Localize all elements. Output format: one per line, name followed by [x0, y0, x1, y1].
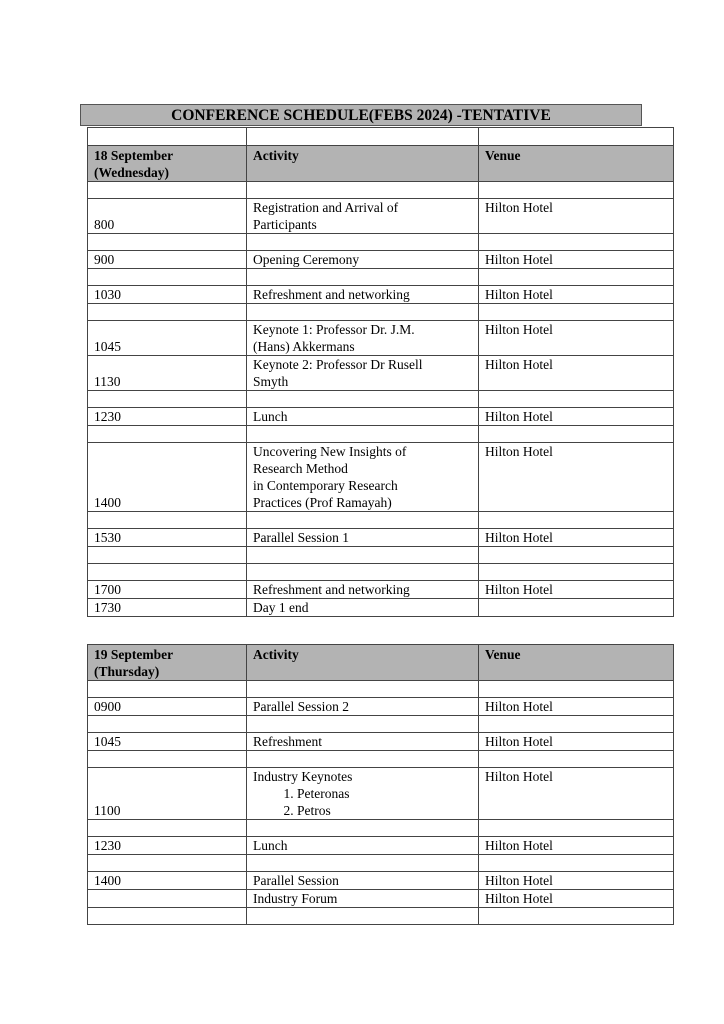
activity-cell [247, 199, 479, 234]
keynote-list [253, 785, 473, 819]
table-row [88, 426, 674, 443]
activity-cell [247, 599, 479, 617]
activity-line: Participants [253, 217, 317, 232]
venue-cell [479, 426, 674, 443]
venue-cell [479, 269, 674, 286]
page-title: CONFERENCE SCHEDULE(FEBS 2024) -TENTATIVE [80, 104, 642, 126]
venue-cell: Hilton Hotel [479, 529, 674, 547]
activity-cell [247, 855, 479, 872]
activity-line: Industry Keynotes [253, 769, 353, 784]
venue-cell [479, 681, 674, 698]
table-row [88, 733, 674, 751]
time-cell [88, 512, 247, 529]
venue-cell [479, 512, 674, 529]
table-row [88, 872, 674, 890]
table-row [88, 321, 674, 356]
schedule-table-day1 [87, 145, 637, 617]
table-header-row [88, 645, 674, 681]
venue-cell: Hilton Hotel [479, 356, 674, 391]
table-row [88, 391, 674, 408]
table-row [88, 251, 674, 269]
activity-cell [247, 182, 479, 199]
table-row [88, 182, 674, 199]
activity-line: Lunch [253, 409, 288, 424]
activity-line: Refreshment and networking [253, 287, 410, 302]
venue-cell [479, 820, 674, 837]
time-cell: 900 [88, 251, 247, 269]
time-cell [88, 182, 247, 199]
activity-line: Lunch [253, 838, 288, 853]
table-row [88, 529, 674, 547]
activity-cell [247, 234, 479, 251]
activity-cell [247, 908, 479, 925]
table-row [88, 564, 674, 581]
activity-cell [247, 890, 479, 908]
venue-cell: Hilton Hotel [479, 698, 674, 716]
activity-cell [247, 751, 479, 768]
activity-header: Activity [247, 645, 479, 681]
venue-cell [479, 547, 674, 564]
activity-line: Smyth [253, 374, 289, 389]
activity-cell [247, 581, 479, 599]
time-cell: 1100 [88, 768, 247, 820]
table-row [88, 356, 674, 391]
time-cell: 1230 [88, 408, 247, 426]
venue-cell [479, 908, 674, 925]
activity-line: Research Method [253, 461, 348, 476]
venue-cell: Hilton Hotel [479, 837, 674, 855]
time-cell: 1530 [88, 529, 247, 547]
venue-cell: Hilton Hotel [479, 251, 674, 269]
time-cell [88, 269, 247, 286]
table-row [88, 304, 674, 321]
table-row [88, 443, 674, 512]
activity-cell [247, 564, 479, 581]
activity-line: Registration and Arrival of [253, 200, 399, 215]
activity-line: in Contemporary Research [253, 478, 398, 493]
activity-line: Keynote 1: Professor Dr. J.M. [253, 322, 415, 337]
spacer-cell [247, 128, 479, 146]
venue-cell: Hilton Hotel [479, 581, 674, 599]
venue-cell: Hilton Hotel [479, 890, 674, 908]
activity-cell [247, 391, 479, 408]
venue-header: Venue [479, 146, 674, 182]
table-row [88, 599, 674, 617]
venue-cell: Hilton Hotel [479, 321, 674, 356]
activity-cell [247, 768, 479, 820]
time-cell [88, 716, 247, 733]
time-cell: 1045 [88, 733, 247, 751]
table-row [88, 768, 674, 820]
venue-cell [479, 855, 674, 872]
table-row [88, 751, 674, 768]
time-cell: 1400 [88, 872, 247, 890]
table-row [88, 286, 674, 304]
activity-cell [247, 529, 479, 547]
activity-cell [247, 408, 479, 426]
activity-cell [247, 820, 479, 837]
activity-cell [247, 872, 479, 890]
activity-cell [247, 547, 479, 564]
table-row [88, 908, 674, 925]
table-row [88, 716, 674, 733]
activity-header: Activity [247, 146, 479, 182]
time-cell [88, 426, 247, 443]
activity-line: Day 1 end [253, 600, 309, 615]
title-spacer-table [87, 127, 637, 146]
time-cell [88, 681, 247, 698]
time-cell [88, 751, 247, 768]
activity-line: (Hans) Akkermans [253, 339, 355, 354]
table-header-row [88, 146, 674, 182]
venue-cell [479, 391, 674, 408]
activity-line: Opening Ceremony [253, 252, 360, 267]
venue-cell: Hilton Hotel [479, 408, 674, 426]
time-cell: 1030 [88, 286, 247, 304]
table-row [88, 408, 674, 426]
date-header: 19 September (Thursday) [88, 645, 247, 681]
activity-line: Refreshment and networking [253, 582, 410, 597]
time-cell: 0900 [88, 698, 247, 716]
activity-cell [247, 269, 479, 286]
spacer-cell [479, 128, 674, 146]
table-row [88, 681, 674, 698]
activity-line: Parallel Session 2 [253, 699, 349, 714]
time-cell: 800 [88, 199, 247, 234]
table-row [88, 581, 674, 599]
activity-cell [247, 251, 479, 269]
table-row [88, 855, 674, 872]
activity-cell [247, 443, 479, 512]
venue-cell: Hilton Hotel [479, 733, 674, 751]
time-cell [88, 234, 247, 251]
activity-line: Parallel Session 1 [253, 530, 349, 545]
activity-cell [247, 681, 479, 698]
activity-cell [247, 733, 479, 751]
venue-cell: Hilton Hotel [479, 872, 674, 890]
table-row [88, 547, 674, 564]
time-cell [88, 890, 247, 908]
spacer-cell [88, 128, 247, 146]
activity-cell [247, 426, 479, 443]
venue-header: Venue [479, 645, 674, 681]
activity-cell [247, 698, 479, 716]
table-row [88, 820, 674, 837]
time-cell: 1045 [88, 321, 247, 356]
venue-cell [479, 716, 674, 733]
venue-cell [479, 751, 674, 768]
venue-cell [479, 599, 674, 617]
venue-cell: Hilton Hotel [479, 443, 674, 512]
time-cell [88, 820, 247, 837]
activity-line: Uncovering New Insights of [253, 444, 407, 459]
activity-cell [247, 304, 479, 321]
venue-cell [479, 234, 674, 251]
time-cell: 1730 [88, 599, 247, 617]
time-cell [88, 391, 247, 408]
time-cell [88, 564, 247, 581]
table-row [88, 199, 674, 234]
table-row [88, 698, 674, 716]
venue-cell: Hilton Hotel [479, 199, 674, 234]
activity-cell [247, 512, 479, 529]
activity-line: Practices (Prof Ramayah) [253, 495, 392, 510]
time-cell [88, 547, 247, 564]
venue-cell [479, 564, 674, 581]
table-row [88, 234, 674, 251]
activity-line: Refreshment [253, 734, 322, 749]
activity-line: Industry Forum [253, 891, 338, 906]
venue-cell [479, 304, 674, 321]
activity-cell [247, 716, 479, 733]
venue-cell [479, 182, 674, 199]
schedule-table-day2 [87, 644, 637, 925]
activity-line: Parallel Session [253, 873, 339, 888]
activity-line: Keynote 2: Professor Dr Rusell [253, 357, 423, 372]
table-row [88, 890, 674, 908]
time-cell [88, 304, 247, 321]
time-cell: 1130 [88, 356, 247, 391]
time-cell: 1700 [88, 581, 247, 599]
table-row [88, 512, 674, 529]
date-header: 18 September (Wednesday) [88, 146, 247, 182]
time-cell: 1400 [88, 443, 247, 512]
venue-cell: Hilton Hotel [479, 286, 674, 304]
activity-cell [247, 321, 479, 356]
table-row [88, 269, 674, 286]
activity-cell [247, 837, 479, 855]
time-cell [88, 908, 247, 925]
activity-cell [247, 356, 479, 391]
time-cell [88, 855, 247, 872]
keynote-list-item: 2. Petros [297, 802, 473, 819]
time-cell: 1230 [88, 837, 247, 855]
venue-cell: Hilton Hotel [479, 768, 674, 820]
table-row [88, 837, 674, 855]
activity-cell [247, 286, 479, 304]
keynote-list-item: 1. Peteronas [297, 785, 473, 802]
